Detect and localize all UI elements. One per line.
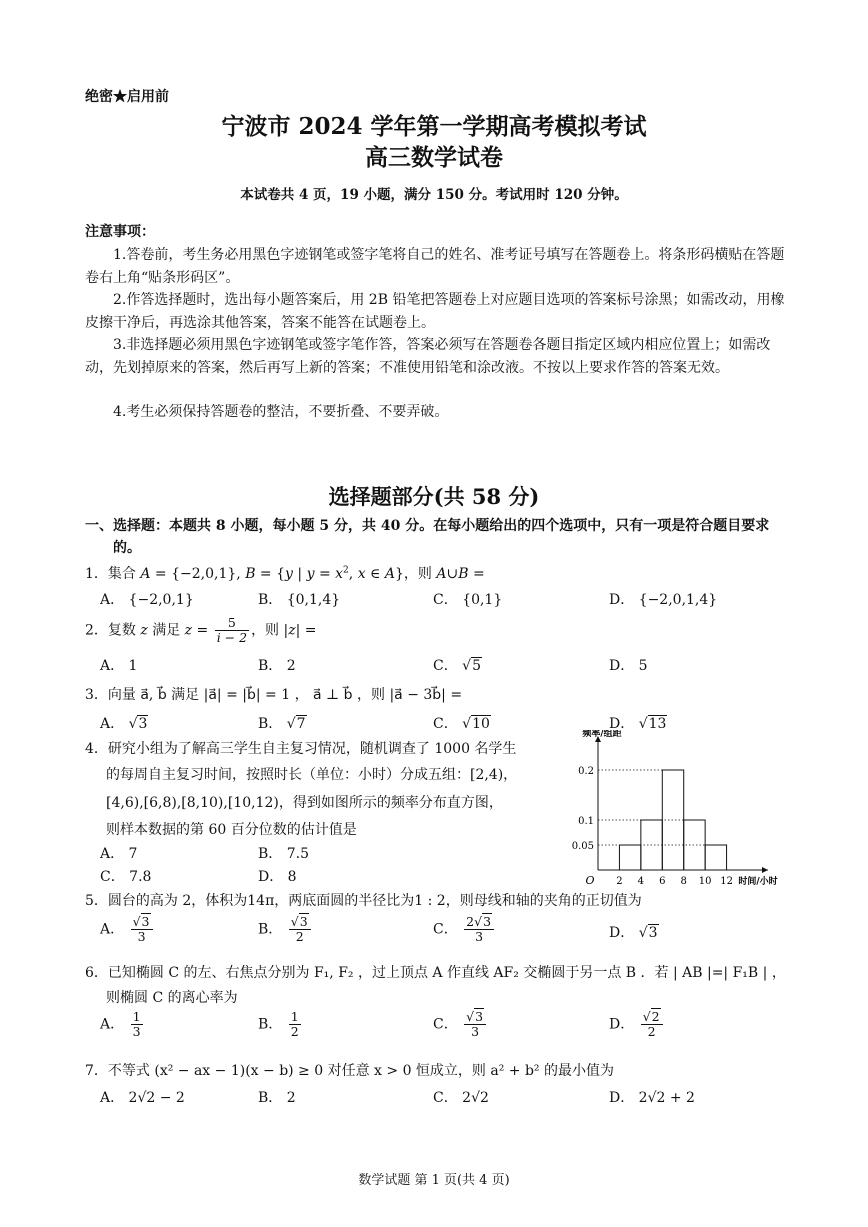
q4-option-c: C． 7.8 xyxy=(100,869,152,885)
q7-option-b: B． 2 xyxy=(258,1090,296,1106)
q1-option-a: A． {−2,0,1} xyxy=(100,592,194,608)
notice-item: 1.答卷前，考生务必用黑色字迹钢笔或签字笔将自己的姓名、准考证号填写在答题卷上。将条形码横贴在答题卷右上角“贴条形码区”。 xyxy=(85,247,785,286)
question-4-line: [4,6),[6,8),[8,10),[10,12)，得到如图所示的频率分布直方图， xyxy=(106,795,503,811)
exam-info: 本试卷共 4 页，19 小题，满分 150 分。考试用时 120 分钟。 xyxy=(240,187,628,203)
question-4-line: 4．研究小组为了解高三学生自主复习情况，随机调查了 1000 名学生 xyxy=(85,741,517,757)
exam-subtitle: 高三数学试卷 xyxy=(365,144,503,171)
q2-option-b: B． 2 xyxy=(258,658,296,674)
q2-option-a: A． 1 xyxy=(100,658,138,674)
q7-option-c: C． 2√2 xyxy=(433,1090,489,1106)
question-2-stem: 2．复数 z 满足 z = $\frac{5}{i - 2}$ ，则 |z| = xyxy=(85,615,317,645)
notice-item: 4.考生必须保持答题卷的整洁，不要折叠、不要弄破。 xyxy=(113,404,449,420)
q6-option-a: A． $\frac{1}{3}$ xyxy=(100,1009,141,1039)
q1-option-c: C． {0,1} xyxy=(433,592,503,608)
x-tick-label: 6 xyxy=(659,876,666,887)
x-axis-label: 时间/小时 xyxy=(738,877,778,887)
q5-option-d: D． √3 xyxy=(609,925,658,941)
q7-option-a: A． 2√2 − 2 xyxy=(100,1090,185,1106)
notice-item: 2.作答选择题时，选出每小题答案后，用 2B 铅笔把答题卷上对应题目选项的答案标号涂黑；如需改动，用橡皮擦干净后，再选涂其他答案，答案不能答在试题卷上。 xyxy=(85,292,785,331)
y-tick-label: 0.2 xyxy=(578,766,594,777)
x-tick-label: 2 xyxy=(616,876,623,887)
part-heading: 一、选择题：本题共 8 小题，每小题 5 分，共 40 分。在每小题给出的四个选项中，只有一项是符合题目要求的。 xyxy=(85,518,770,556)
question-4-line: 的每周自主复习时间，按照时长（单位：小时）分成五组：[2,4)， xyxy=(106,767,518,783)
question-1-stem: 1．集合 A = {−2,0,1}, B = {y | $y = x^2$, x ∈ A}，则 A∪B = xyxy=(85,565,485,582)
histogram-bar xyxy=(619,845,640,870)
question-4-line: 则样本数据的第 60 百分位数的估计值是 xyxy=(106,822,357,838)
origin-label: O xyxy=(585,874,595,887)
question-6-line: 6．已知椭圆 C 的左、右焦点分别为 F₁, F₂ ，过上顶点 A 作直线 AF₂ 交椭圆于另一点 B ．若 | AB |=| F₁B | ， xyxy=(85,965,786,981)
x-tick-label: 10 xyxy=(698,876,712,887)
question-5-stem: 5．圆台的高为 2，体积为14π，两底面圆的半径比为1 : 2，则母线和轴的夹角的正切值为 xyxy=(85,893,642,909)
q3-option-c: C． √10 xyxy=(433,716,490,732)
x-tick-label: 4 xyxy=(637,876,645,887)
notice-item: 3.非选择题必须用黑色字迹钢笔或签字笔作答，答案必须写在答题卷各题目指定区域内相应位置上；如需改动，先划掉原来的答案，然后再写上新的答案；不准使用铅笔和涂改液。不按以上要求作答的答案无效。 xyxy=(85,337,771,376)
histogram-bar xyxy=(705,845,726,870)
q1-option-d: D． {−2,0,1,4} xyxy=(609,592,718,608)
x-tick-label: 8 xyxy=(680,876,687,887)
fraction: $\frac{5}{i - 2}$ xyxy=(216,615,248,645)
q2-option-d: D． 5 xyxy=(609,658,648,674)
y-axis-label: 频率/组距 xyxy=(582,730,622,739)
question-3-stem: 3．向量 a⃗, b⃗ 满足 |a⃗| = |b⃗| = 1 ， a⃗ ⊥ b⃗ ，则 |a⃗ − 3b⃗| = xyxy=(85,687,463,703)
y-tick-label: 0.1 xyxy=(578,816,594,827)
question-6-line: 则椭圆 C 的离心率为 xyxy=(106,990,238,1006)
q6-option-c: C． $\frac{√3}{3}$ xyxy=(433,1010,488,1039)
q3-option-b: B． √7 xyxy=(258,716,306,732)
q6-option-b: B． $\frac{1}{2}$ xyxy=(258,1009,299,1039)
q2-option-c: C． √5 xyxy=(433,658,482,674)
question-7-stem: 7．不等式 (x² − ax − 1)(x − b) ≥ 0 对任意 x > 0 恒成立，则 a² + b² 的最小值为 xyxy=(85,1063,614,1079)
confidential-label: 绝密★启用前 xyxy=(85,89,169,105)
page-footer: 数学试题 第 1 页(共 4 页) xyxy=(358,1173,510,1188)
q4-option-b: B． 7.5 xyxy=(258,846,310,862)
q4-option-d: D． 8 xyxy=(258,869,297,885)
q5-option-c: C． $\frac{2√3}{3}$ xyxy=(433,915,496,944)
q5-option-a: A． $\frac{√3}{3}$ xyxy=(100,915,155,944)
q3-option-a: A． √3 xyxy=(100,716,148,732)
y-tick-label: 0.05 xyxy=(571,841,594,852)
q5-option-b: B． $\frac{√3}{2}$ xyxy=(258,915,313,944)
exam-title: 宁波市 2024 学年第一学期高考模拟考试 xyxy=(221,113,647,140)
x-axis-arrow xyxy=(762,867,768,873)
q3-option-d: D． √13 xyxy=(609,716,667,732)
q6-option-d: D． $\frac{√2}{2}$ xyxy=(609,1010,665,1039)
frequency-histogram xyxy=(560,730,780,890)
x-tick-label: 12 xyxy=(720,876,733,887)
notice-heading: 注意事项： xyxy=(85,224,155,240)
q1-option-b: B． {0,1,4} xyxy=(258,592,341,608)
q7-option-d: D． 2√2 + 2 xyxy=(609,1090,695,1106)
q4-option-a: A． 7 xyxy=(100,846,138,862)
section-title: 选择题部分(共 58 分) xyxy=(328,484,540,509)
